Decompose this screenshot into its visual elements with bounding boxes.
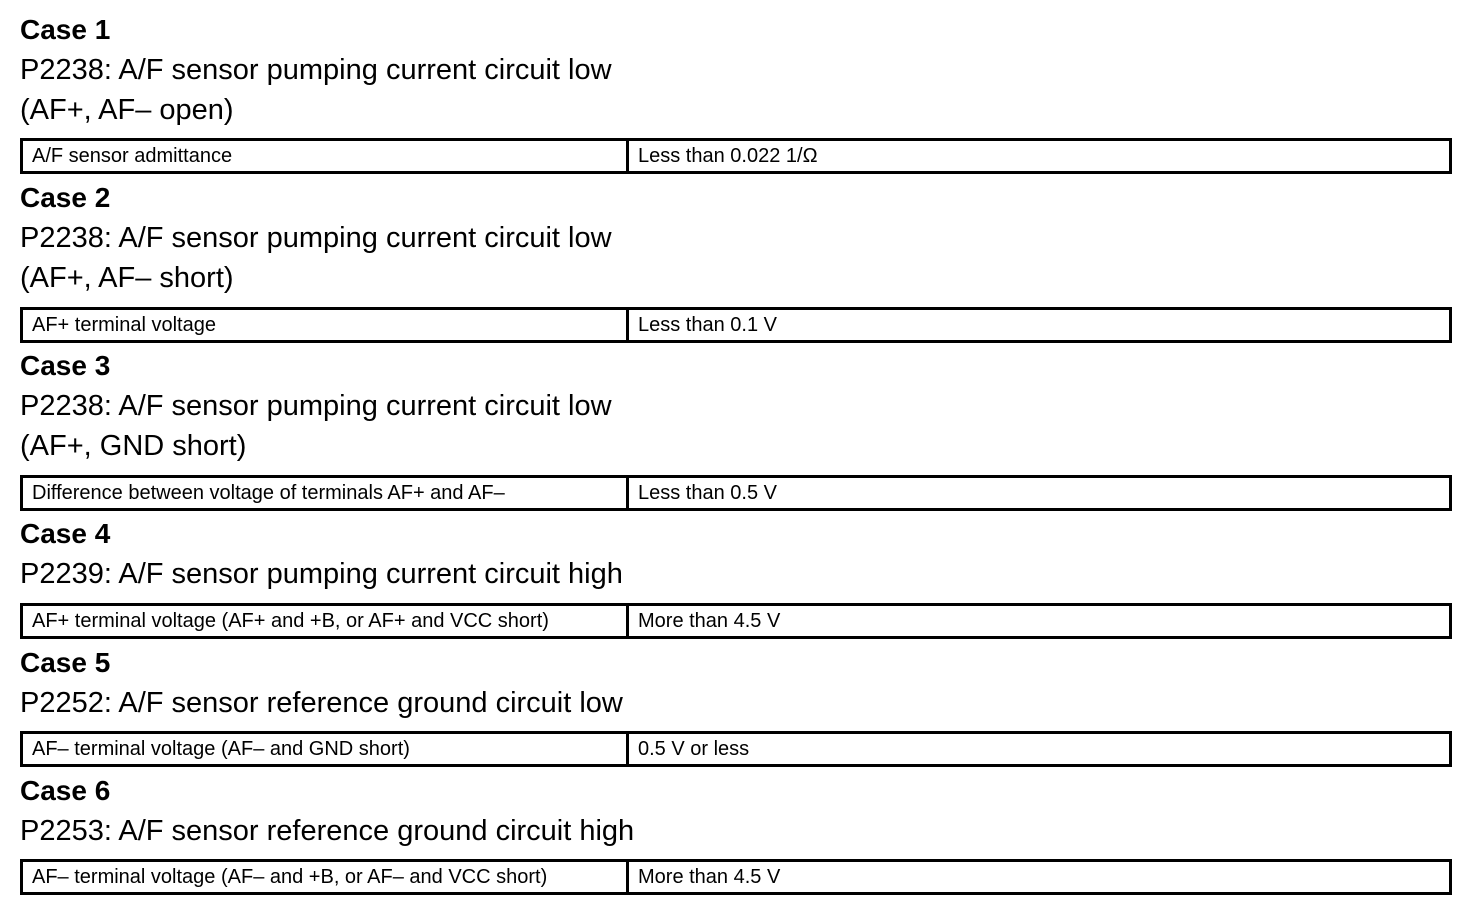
condition-value-cell: Less than 0.022 1/Ω	[638, 145, 818, 167]
condition-parameter-cell: Difference between voltage of terminals AF+ and AF–	[23, 478, 629, 508]
case-description-line: P2252: A/F sensor reference ground circuit low	[20, 687, 623, 719]
condition-value-cell: 0.5 V or less	[638, 738, 750, 760]
case-title: Case 6	[20, 775, 111, 806]
condition-parameter-cell: AF– terminal voltage (AF– and GND short)	[23, 734, 629, 764]
case-description-line: P2253: A/F sensor reference ground circuit high	[20, 815, 635, 847]
condition-table	[20, 859, 1452, 895]
case-description-line: (AF+, AF– short)	[20, 262, 234, 294]
condition-value-cell: Less than 0.1 V	[638, 314, 777, 336]
case-description-line: P2238: A/F sensor pumping current circuit low	[20, 390, 612, 422]
case-title: Case 3	[20, 350, 111, 381]
case-title: Case 1	[20, 14, 111, 45]
case-title: Case 2	[20, 182, 111, 213]
condition-table	[20, 475, 1452, 511]
condition-table	[20, 731, 1452, 767]
case-description-line: (AF+, AF– open)	[20, 94, 234, 126]
condition-parameter-cell: AF+ terminal voltage (AF+ and +B, or AF+ and VCC short)	[23, 606, 629, 636]
condition-value-cell: Less than 0.5 V	[638, 482, 777, 504]
condition-table	[20, 138, 1452, 174]
case-description-line: P2239: A/F sensor pumping current circuit high	[20, 558, 623, 590]
condition-table	[20, 603, 1452, 639]
case-title: Case 5	[20, 647, 111, 678]
condition-value-cell: More than 4.5 V	[638, 610, 781, 632]
condition-value-cell: More than 4.5 V	[638, 866, 781, 888]
condition-table	[20, 307, 1452, 343]
case-description-line: P2238: A/F sensor pumping current circuit low	[20, 222, 612, 254]
case-title: Case 4	[20, 518, 111, 549]
case-description-line: P2238: A/F sensor pumping current circuit low	[20, 54, 612, 86]
case-description-line: (AF+, GND short)	[20, 430, 247, 462]
condition-parameter-cell: AF– terminal voltage (AF– and +B, or AF– and VCC short)	[23, 862, 629, 892]
condition-parameter-cell: A/F sensor admittance	[23, 141, 629, 171]
condition-parameter-cell: AF+ terminal voltage	[23, 310, 629, 340]
